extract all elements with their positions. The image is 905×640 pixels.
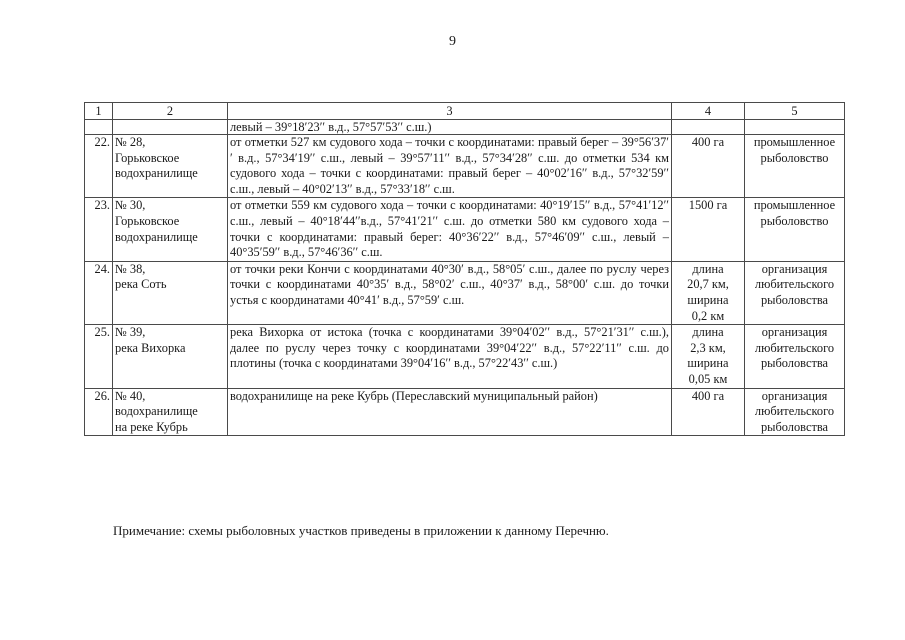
purpose-line: рыболовства	[760, 419, 829, 434]
cell-num	[85, 120, 113, 135]
area-line: длина	[692, 325, 724, 340]
cell-purpose	[745, 120, 845, 135]
table-row-continuation	[85, 120, 845, 135]
purpose-line: промышленное	[753, 135, 836, 149]
area-line: ширина	[687, 292, 729, 307]
area-line: 400 га	[691, 388, 725, 403]
table-row	[85, 198, 845, 261]
cell-description: река Вихорка от истока (точка с координатами 39°04′02′′ в.д., 57°21′31′′ с.ш.), далее по руслу через точку с координатами 39°04′22′′ в.д., 57°22′11′′ с.ш. до плотины (точка с координатами 39°04′16′′ в.д., 57°22′43′′ с.ш.)	[228, 325, 672, 388]
cell-purpose	[745, 388, 845, 436]
cell-area	[672, 388, 745, 436]
area-line: 400 га	[691, 135, 725, 149]
table-row	[85, 325, 845, 388]
name-line: № 28,	[115, 135, 146, 149]
purpose-line: рыболовство	[760, 150, 829, 165]
cell-num: 24.	[85, 261, 113, 324]
cell-area	[672, 261, 745, 324]
cell-purpose	[745, 198, 845, 261]
purpose-line: любительского	[754, 340, 835, 355]
cell-num: 26.	[85, 388, 113, 436]
name-line: № 39,	[115, 325, 146, 340]
column-header: 4	[672, 103, 745, 120]
cell-name	[113, 120, 228, 135]
cell-area	[672, 325, 745, 388]
name-line: река Соть	[115, 277, 167, 292]
name-line: водохранилище	[115, 404, 198, 419]
cell-name	[113, 388, 228, 436]
name-line: Горьковское	[115, 213, 180, 228]
purpose-line: любительского	[754, 277, 835, 292]
name-line: № 40,	[115, 388, 146, 403]
cell-name	[113, 325, 228, 388]
fishing-areas-table	[84, 102, 845, 436]
column-header: 1	[85, 103, 113, 120]
area-line: 0,2 км	[691, 308, 725, 323]
area-line: 1500 га	[688, 198, 728, 213]
cell-name	[113, 198, 228, 261]
column-header: 2	[113, 103, 228, 120]
cell-purpose	[745, 325, 845, 388]
purpose-line: организация	[761, 261, 828, 276]
cell-name	[113, 135, 228, 198]
area-line: ширина	[687, 356, 729, 371]
table-row	[85, 388, 845, 436]
column-header: 3	[228, 103, 672, 120]
name-line: на реке Кубрь	[115, 419, 188, 434]
purpose-line: рыболовства	[760, 356, 829, 371]
area-line: 0,05 км	[688, 371, 728, 386]
footnote: Примечание: схемы рыболовных участков приведены в приложении к данному Перечню.	[113, 523, 609, 538]
purpose-line: любительского	[754, 404, 835, 419]
purpose-line: организация	[761, 388, 828, 403]
cell-description: от точки реки Кончи с координатами 40°30′ в.д., 58°05′ с.ш., далее по руслу через точки с координатами 40°35′ в.д., 58°02′ с.ш., 40°37′ в.д., 58°00′ с.ш. до точки устья с координатами 40°41′ в.д., 57°59′ с.ш.	[228, 261, 672, 324]
cell-area	[672, 135, 745, 198]
purpose-line: рыболовства	[760, 292, 829, 307]
column-header: 5	[745, 103, 845, 120]
purpose-line: рыболовство	[760, 213, 829, 228]
cell-purpose	[745, 261, 845, 324]
area-line: 20,7 км,	[687, 277, 729, 292]
cell-name	[113, 261, 228, 324]
area-line: 2,3 км,	[690, 340, 726, 355]
cell-description: от отметки 527 км судового хода – точки с координатами: правый берег – 39°56′37′′ в.д., 57°34′19′′ с.ш., левый – 39°57′11′′ в.д., 57°34′28′′ с.ш. до отметки 534 км судового хода – точки с координатами: правый берег – 40°02′16′′ в.д., 57°32′59′′ с.ш., левый – 40°02′13′′ в.д., 57°33′18′′ с.ш.	[228, 135, 672, 198]
area-line: длина	[692, 261, 724, 276]
purpose-line: промышленное	[753, 198, 836, 213]
table-row	[85, 135, 845, 198]
name-line: № 30,	[115, 198, 146, 213]
name-line: водохранилище	[115, 166, 198, 181]
cell-description: левый – 39°18′23′′ в.д., 57°57′53′′ с.ш.)	[228, 120, 672, 135]
name-line: № 38,	[115, 261, 146, 276]
purpose-line: организация	[761, 325, 828, 340]
table-row	[85, 261, 845, 324]
page-number: 9	[449, 34, 456, 49]
cell-description: водохранилище на реке Кубрь (Переславский муниципальный район)	[228, 388, 672, 436]
cell-area	[672, 120, 745, 135]
table-header-row	[85, 103, 845, 120]
cell-purpose	[745, 135, 845, 198]
cell-area	[672, 198, 745, 261]
name-line: река Вихорка	[115, 340, 186, 355]
name-line: Горьковское	[115, 150, 180, 165]
cell-num: 25.	[85, 325, 113, 388]
cell-description: от отметки 559 км судового хода – точки с координатами: 40°19′15′′ в.д., 57°41′12′′ с.ш., левый – 40°18′44′′в.д., 57°41′21′′ с.ш. до отметки 580 км судового хода – точки с координатами: правый берег: 40°36′22′′ в.д., 57°46′09′′ с.ш., левый – 40°35′59′′ в.д., 57°46′36′′ с.ш.	[228, 198, 672, 261]
cell-num: 23.	[85, 198, 113, 261]
cell-num: 22.	[85, 135, 113, 198]
name-line: водохранилище	[115, 229, 198, 244]
